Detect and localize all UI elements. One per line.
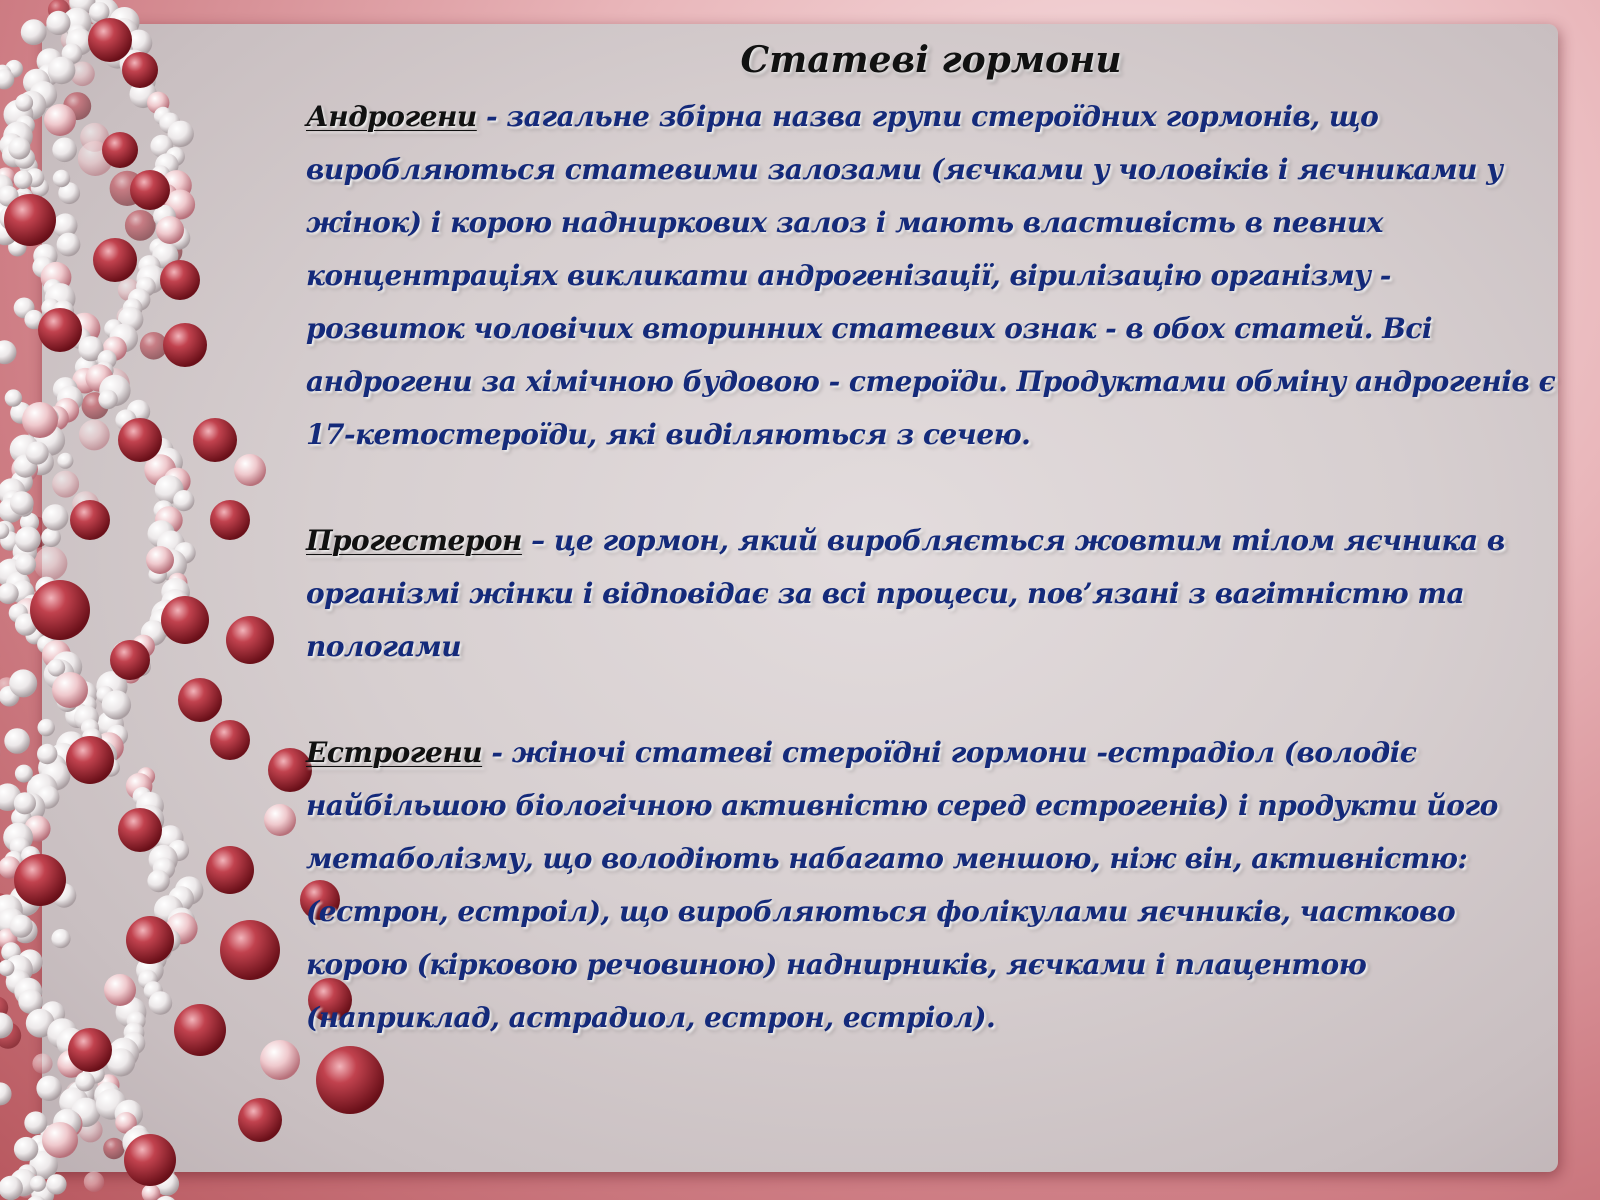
- bead: [238, 1098, 282, 1142]
- bead: [52, 672, 88, 708]
- paragraph-estrogens: [306, 726, 1556, 1044]
- bead: [14, 1137, 38, 1161]
- bead: [25, 441, 48, 464]
- bead: [15, 554, 36, 575]
- bead: [9, 669, 37, 697]
- term-progesterone: Прогестерон: [306, 524, 522, 557]
- bead: [37, 744, 57, 764]
- bead: [30, 580, 90, 640]
- slide-content: [306, 30, 1556, 1044]
- paragraph-spacer: [306, 461, 1556, 514]
- bead: [264, 804, 296, 836]
- bead: [84, 1172, 104, 1192]
- bead: [149, 991, 173, 1015]
- bead: [42, 504, 68, 530]
- bead: [122, 52, 158, 88]
- bead: [75, 1072, 95, 1092]
- bead: [22, 402, 58, 438]
- bead: [14, 792, 36, 814]
- bead: [14, 854, 66, 906]
- bead: [57, 453, 73, 469]
- bead: [126, 916, 174, 964]
- bead: [68, 1028, 112, 1072]
- bead: [206, 846, 254, 894]
- bead: [36, 1076, 61, 1101]
- bead: [173, 490, 194, 511]
- bead: [316, 1046, 384, 1114]
- bead: [125, 210, 156, 241]
- term-androgens: Андрогени: [306, 100, 477, 133]
- bead: [53, 170, 70, 187]
- bead: [147, 870, 169, 892]
- bead: [66, 736, 114, 784]
- bead: [41, 528, 61, 548]
- bead: [118, 418, 162, 462]
- bead: [88, 18, 132, 62]
- bead: [0, 738, 1, 767]
- bead: [226, 616, 274, 664]
- term-estrogens: Естрогени: [306, 736, 483, 769]
- bead: [48, 57, 76, 85]
- bead: [30, 1176, 46, 1192]
- bead: [52, 471, 79, 498]
- bead: [104, 974, 136, 1006]
- bead: [5, 389, 22, 406]
- bead: [15, 765, 33, 783]
- bead: [161, 596, 209, 644]
- bead: [102, 690, 131, 719]
- bead: [4, 728, 30, 754]
- bead: [103, 1138, 124, 1159]
- bead: [146, 546, 174, 574]
- definition-estrogens: - жіночі статеві стероїдні гормони -естрадіол (володіє найбільшою біологічною активністю серед естрогенів) і продукти його метаболізму, що володіють набагато меншою, ніж він, активністю: (естрон, естроіл), що виробляються фолікулами яєчників, частково корою (кірковою речовиною) наднирників, яєчками і плацентою (наприклад, астрадиол, естрон, естріол).: [306, 736, 1498, 1034]
- bead: [15, 94, 33, 112]
- bead: [160, 260, 200, 300]
- bead: [10, 491, 34, 515]
- bead: [44, 104, 76, 136]
- bead: [124, 1134, 176, 1186]
- bead: [4, 194, 56, 246]
- bead: [260, 1040, 300, 1080]
- bead: [0, 340, 17, 364]
- bead: [174, 1004, 226, 1056]
- bead: [38, 308, 82, 352]
- bead: [42, 1122, 78, 1158]
- bead: [21, 19, 47, 45]
- bead: [51, 929, 70, 948]
- bead: [156, 216, 184, 244]
- bead: [93, 238, 137, 282]
- bead: [163, 323, 207, 367]
- definition-androgens: - загальне збірна назва групи стероїдних гормонів, що виробляються статевими залозами (яєчками у чоловіків і яєчниками у жінок) і корою надниркових залоз і мають властивість в певних концентраціях викликати андрогенізації, вірилізацію організму - розвиток чоловічих вторинних статевих ознак - в обох статей. Всі андрогени за хімічною будовою - стероїди. Продуктами обміну андрогенів є 17-кетостероїди, які виділяються з сечею.: [306, 100, 1556, 451]
- bead: [46, 11, 70, 35]
- bead: [10, 915, 33, 938]
- bead: [57, 233, 81, 257]
- bead: [34, 547, 68, 581]
- bead: [178, 678, 222, 722]
- bead: [102, 132, 138, 168]
- bead: [8, 137, 30, 159]
- bead: [14, 170, 33, 189]
- bead: [130, 170, 170, 210]
- bead: [32, 1054, 52, 1074]
- bead: [70, 500, 110, 540]
- bead: [234, 454, 266, 486]
- bead: [38, 719, 55, 736]
- bead: [210, 720, 250, 760]
- bead: [220, 920, 280, 980]
- bead: [210, 500, 250, 540]
- bead: [118, 808, 162, 852]
- definition-progesterone: – це гормон, який виробляється жовтим тілом яєчника в організмі жінки і відповідає за всі процеси, пов’язані з вагітністю та пологами: [306, 524, 1505, 663]
- bead: [98, 390, 117, 409]
- paragraph-androgens: [306, 90, 1556, 461]
- bead: [24, 1111, 47, 1134]
- bead: [0, 1082, 12, 1105]
- bead: [193, 418, 237, 462]
- slide-title: Статеві гормони: [740, 39, 1122, 81]
- bead: [79, 420, 110, 451]
- bead: [110, 640, 150, 680]
- paragraph-spacer: [306, 673, 1556, 726]
- bead: [15, 526, 41, 552]
- bead: [52, 138, 77, 163]
- bead: [46, 1174, 66, 1194]
- paragraph-progesterone: [306, 514, 1556, 673]
